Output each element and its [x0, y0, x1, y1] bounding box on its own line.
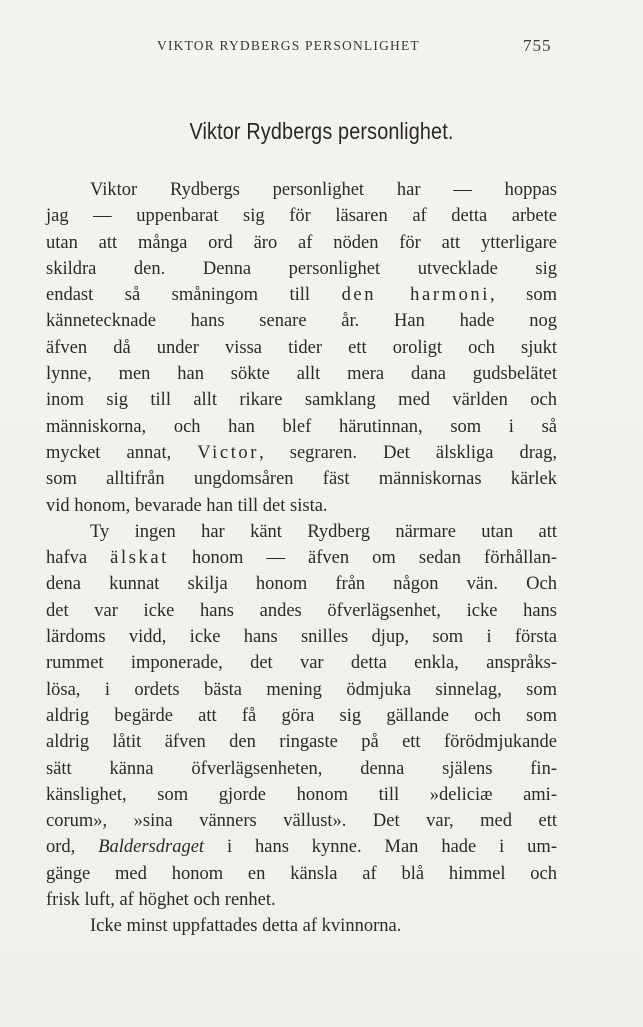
text-line: äfven då under vissa tider ett oroligt och sjukt	[46, 337, 557, 358]
text-run: endast så småningom till	[46, 285, 342, 306]
text-line: gänge med honom en känsla af blå himmel och	[46, 863, 557, 884]
text-line	[46, 834, 557, 860]
text-line: aldrig begärde att få göra sig gällande och som	[46, 705, 557, 726]
text-line: Icke minst uppfattades detta af kvinnorna.	[90, 916, 402, 937]
running-head	[0, 38, 643, 58]
page-number: 755	[523, 36, 552, 55]
text-line: aldrig låtit äfven den ringaste på ett förödmjukande	[46, 732, 557, 753]
text-line	[46, 440, 557, 466]
text-line: känslighet, som gjorde honom till »deliciæ ami-	[46, 784, 557, 805]
body-text	[46, 177, 557, 940]
spaced-emphasis: älskat	[110, 548, 169, 569]
text-line: utan att många ord äro af nöden för att ytterligare	[46, 232, 557, 253]
text-line: sätt känna öfverlägsenheten, denna själens fin-	[46, 758, 557, 779]
text-line: lösa, i ordets bästa mening ödmjuka sinnelag, som	[46, 679, 557, 700]
running-title: VIKTOR RYDBERGS PERSONLIGHET	[157, 38, 420, 53]
text-line: skildra den. Denna personlighet utvecklade sig	[46, 258, 557, 279]
spaced-emphasis: Victor	[197, 442, 260, 463]
text-run: ord,	[46, 837, 99, 858]
text-line: rummet imponerade, det var detta enkla, anspråks-	[46, 653, 557, 674]
italic-emphasis: Baldersdraget	[98, 837, 205, 858]
text-line	[46, 282, 557, 308]
text-run: , segraren. Det älskliga drag,	[259, 442, 558, 463]
text-line: människorna, och han blef härutinnan, som i så	[46, 416, 557, 437]
text-line: inom sig till allt rikare samklang med världen och	[46, 390, 557, 411]
text-line: som alltifrån ungdomsåren fäst människornas kärlek	[46, 469, 557, 490]
text-line: lynne, men han sökte allt mera dana gudsbelätet	[46, 364, 557, 385]
text-run: honom — äfven om sedan förhållan-	[168, 548, 557, 569]
text-line: kännetecknade hans senare år. Han hade nog	[46, 311, 557, 332]
text-line: jag — uppenbarat sig för läsaren af detta arbete	[46, 206, 557, 227]
spaced-emphasis: den harmoni	[341, 285, 491, 306]
text-line: Ty ingen har känt Rydberg närmare utan att	[90, 521, 557, 542]
text-line: dena kunnat skilja honom från någon vän. Och	[46, 574, 557, 595]
text-line	[46, 545, 557, 571]
text-run: mycket annat,	[46, 442, 198, 463]
text-run: i hans kynne. Man hade i um-	[204, 837, 557, 858]
text-line: corum», »sina vänners vällust». Det var, med ett	[46, 811, 557, 832]
text-line: det var icke hans andes öfverlägsenhet, icke hans	[46, 600, 557, 621]
text-line: lärdoms vidd, icke hans snilles djup, som i första	[46, 627, 557, 648]
text-run: , som	[490, 285, 557, 306]
text-line: frisk luft, af höghet och renhet.	[46, 890, 276, 911]
text-line: Viktor Rydbergs personlighet har — hoppas	[90, 180, 557, 200]
chapter-title: Viktor Rydbergs personlighet.	[189, 118, 454, 144]
text-line: vid honom, bevarade han till det sista.	[46, 495, 328, 516]
text-run: hafva	[46, 548, 111, 569]
